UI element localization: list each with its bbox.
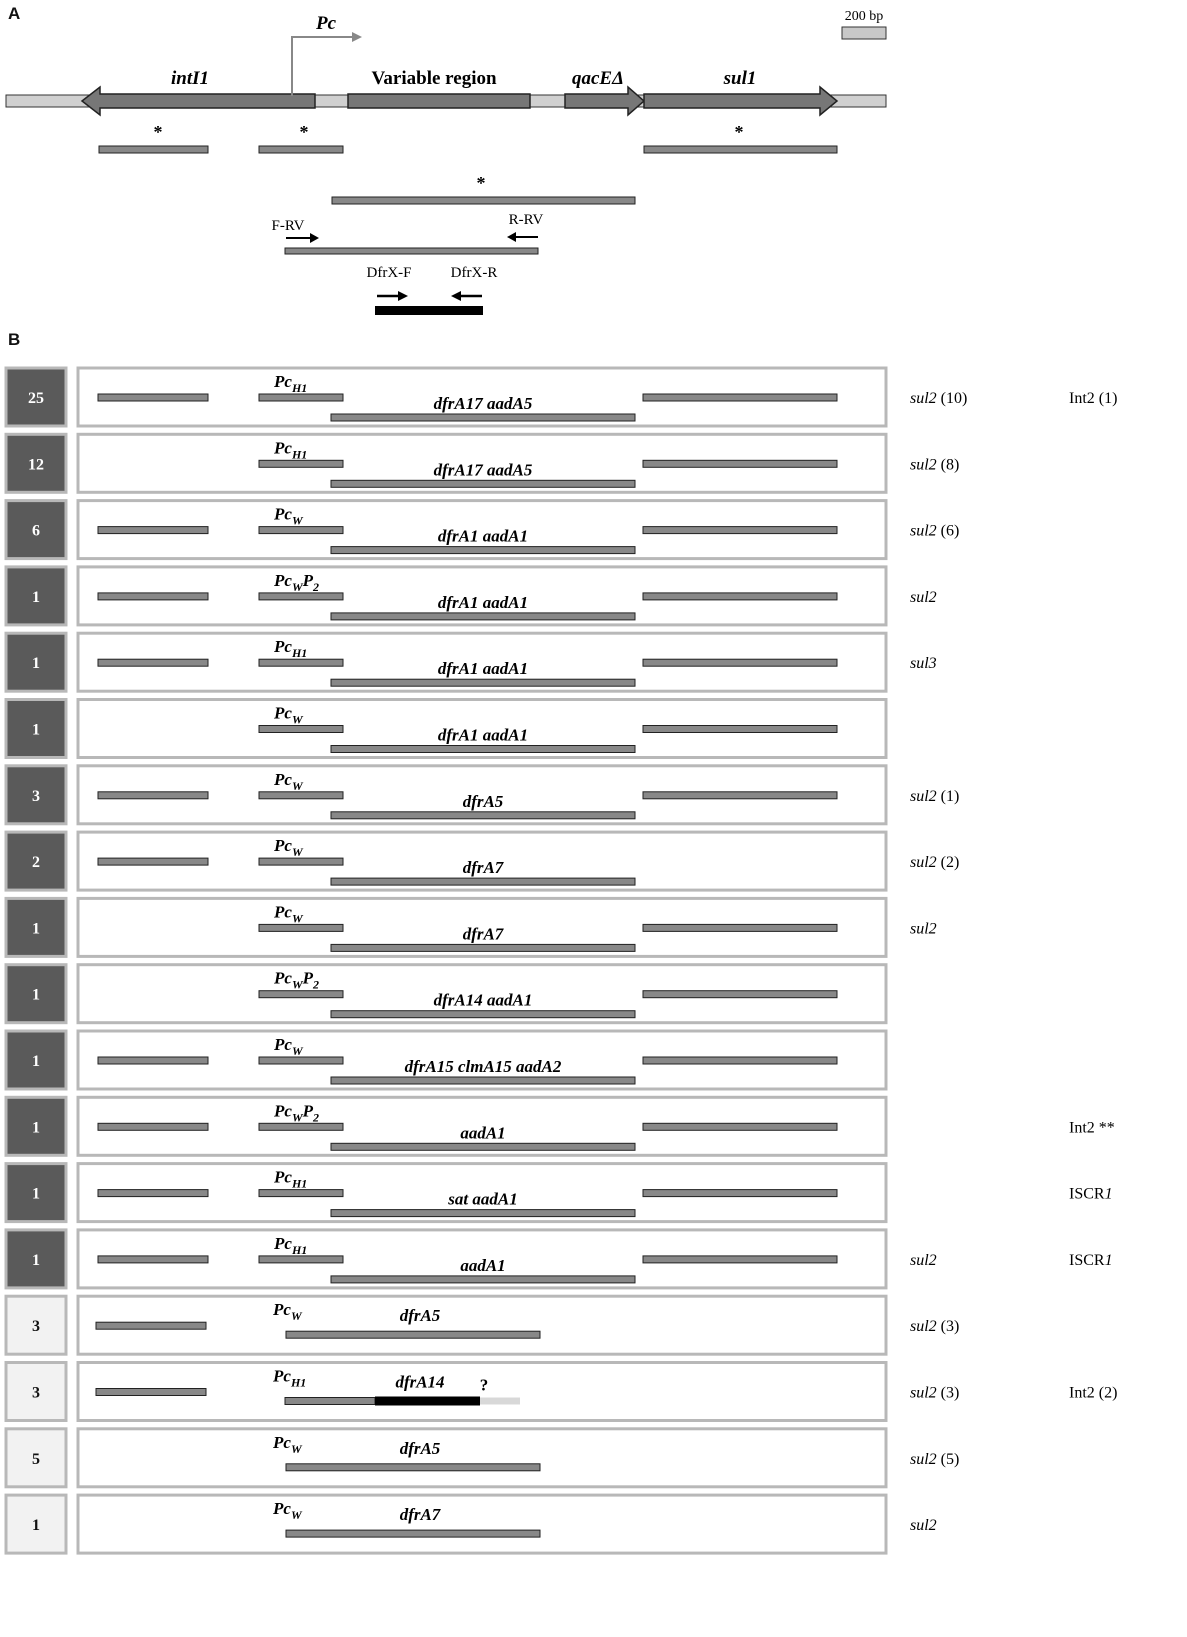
rv-amplicon [286, 1464, 540, 1471]
count-label: 1 [32, 1185, 40, 1203]
promoter-label: $Pc_W$ [274, 902, 303, 926]
variable-amplicon [331, 746, 635, 753]
cassette-label: dfrA1 aadA1 [437, 592, 529, 612]
cassette-label: dfrA1 aadA1 [437, 725, 529, 745]
count-label: 1 [32, 588, 40, 606]
cassette-label: dfrA5 [399, 1306, 441, 1326]
sul-label: sul2 (3) [910, 1318, 960, 1336]
intI1-amplicon [98, 394, 208, 401]
promoter-label: $Pc_{H1}$ [274, 1167, 308, 1191]
promoter-label: $Pc_WP_2$ [274, 570, 319, 594]
sul1-amplicon [643, 460, 837, 467]
variable-amplicon [331, 414, 635, 421]
cassette-label: dfrA1 aadA1 [437, 526, 529, 546]
sul1-amplicon [643, 1256, 837, 1263]
promoter-label: $Pc_W$ [273, 1499, 302, 1523]
dfrx-f-label: DfrX-F [366, 265, 412, 281]
asterisk-3: * [734, 122, 744, 142]
intI1-amplicon [96, 1389, 206, 1396]
panel-b-label: B [8, 330, 21, 349]
sul1-amplicon [643, 726, 837, 733]
variable-amplicon [331, 944, 635, 951]
pc-label: Pc [315, 13, 337, 34]
sul-label: sul2 (6) [910, 522, 960, 540]
sul-label: sul2 [910, 1251, 937, 1269]
count-label: 1 [32, 1517, 40, 1535]
extra-label: Int2 (1) [1069, 390, 1118, 407]
sul1-amplicon [643, 1123, 837, 1130]
promoter-label: $Pc_W$ [273, 1300, 302, 1324]
cassette-label: dfrA7 [399, 1505, 441, 1525]
pc-amplicon [259, 1057, 343, 1064]
variable-amplicon [331, 1210, 635, 1217]
sul1-amplicon [643, 527, 837, 534]
variable-amplicon [331, 1077, 635, 1084]
pc-amplicon [259, 394, 343, 401]
panel-a-label: A [8, 4, 21, 23]
pc-amplicon [259, 1123, 343, 1130]
promoter-label: $Pc_W$ [274, 836, 303, 860]
pc-amplicon [259, 460, 343, 467]
pc-amplicon [259, 991, 343, 998]
count-label: 1 [32, 1251, 40, 1269]
promoter-label: $Pc_{H1}$ [274, 1233, 308, 1257]
unknown-amplicon [480, 1398, 520, 1405]
asterisk-1: * [153, 122, 163, 142]
sul-label: sul2 (3) [910, 1384, 960, 1402]
sul1-label: sul1 [723, 68, 757, 89]
promoter-label: $Pc_W$ [274, 703, 303, 727]
sul-label: sul2 (8) [910, 456, 960, 474]
extra-label: ISCR1 [1069, 1251, 1113, 1269]
unknown-label: ? [479, 1375, 489, 1395]
variable-amplicon [331, 1011, 635, 1018]
cassette-label: dfrA14 aadA1 [433, 990, 533, 1010]
sul1-amplicon [643, 593, 837, 600]
extra-label: Int2 (2) [1069, 1384, 1118, 1402]
sul1-amplicon [643, 1057, 837, 1064]
cassette-label: dfrA17 aadA5 [433, 460, 533, 480]
intI1-amplicon [98, 659, 208, 666]
dfrx-amplicon [375, 1397, 480, 1406]
count-label: 1 [32, 721, 40, 739]
promoter-label: $Pc_{H1}$ [274, 372, 308, 395]
variable-amplicon [331, 679, 635, 686]
rv-amplicon [286, 1331, 540, 1338]
sul1-amplicon [643, 924, 837, 931]
promoter-label: $Pc_WP_2$ [274, 1101, 319, 1125]
rv-amplicon [285, 1398, 375, 1405]
sul-label: sul2 (2) [910, 854, 960, 872]
cassette-label: dfrA14 [395, 1372, 445, 1392]
sul-label: sul2 (10) [910, 390, 968, 407]
promoter-label: $Pc_W$ [274, 1035, 303, 1058]
integron-box [78, 1429, 886, 1487]
dfrx-r-label: DfrX-R [450, 265, 498, 281]
intI1-amplicon [98, 792, 208, 799]
sul1-amplicon [643, 792, 837, 799]
f-rv-label: F-RV [271, 218, 305, 234]
count-label: 3 [32, 1318, 40, 1336]
variable-amplicon [331, 878, 635, 885]
sul1-amplicon [643, 991, 837, 998]
qacE-label: qacEΔ [571, 68, 625, 89]
pc-amplicon [259, 527, 343, 534]
extra-label: ISCR1 [1069, 1185, 1113, 1203]
promoter-label: $Pc_{H1}$ [274, 637, 308, 661]
cassette-label: dfrA15 clmA15 aadA2 [404, 1057, 562, 1076]
count-label: 2 [32, 854, 40, 872]
cassette-label: dfrA5 [462, 791, 504, 811]
cassette-label: aadA1 [460, 1255, 506, 1275]
promoter-label: $Pc_WP_2$ [274, 968, 319, 992]
pc-amplicon [259, 593, 343, 600]
pc-amplicon [259, 726, 343, 733]
variable-amplicon [331, 480, 635, 487]
count-label: 3 [32, 787, 40, 805]
sul-label: sul2 [910, 1517, 937, 1535]
cassette-label: dfrA1 aadA1 [437, 659, 529, 679]
intI1-amplicon [98, 1256, 208, 1263]
intI1-amplicon [98, 1123, 208, 1130]
pc-amplicon [259, 1190, 343, 1197]
pc-amplicon [259, 659, 343, 666]
count-label: 1 [32, 1119, 40, 1137]
intI1-amplicon [98, 1190, 208, 1197]
variable-amplicon [331, 1143, 635, 1150]
count-label: 1 [32, 1053, 40, 1070]
intI1-amplicon [98, 593, 208, 600]
sul-label: sul2 [910, 920, 937, 938]
asterisk-2: * [299, 122, 309, 142]
intI1-amplicon [98, 858, 208, 865]
promoter-label: $Pc_W$ [274, 769, 303, 793]
count-label: 25 [28, 390, 44, 407]
promoter-label: $Pc_W$ [273, 1432, 302, 1456]
pc-amplicon [259, 924, 343, 931]
cassette-label: aadA1 [460, 1123, 506, 1143]
scale-label: 200 bp [844, 9, 884, 24]
extra-label: Int2 ** [1069, 1119, 1115, 1137]
cassette-label: dfrA17 aadA5 [433, 394, 533, 413]
intI1-amplicon [98, 527, 208, 534]
sul1-amplicon [643, 659, 837, 666]
count-label: 1 [32, 986, 40, 1004]
r-rv-label: R-RV [508, 212, 544, 228]
asterisk-4: * [476, 173, 486, 193]
promoter-label: $Pc_{H1}$ [274, 438, 308, 462]
cassette-label: dfrA7 [462, 858, 504, 878]
cassette-label: dfrA5 [399, 1438, 441, 1458]
variable-region-label: Variable region [371, 68, 497, 89]
sul-label: sul2 (5) [910, 1450, 960, 1468]
count-label: 6 [32, 522, 40, 540]
sul-label: sul3 [910, 655, 937, 673]
variable-amplicon [331, 1276, 635, 1283]
count-label: 1 [32, 920, 40, 938]
promoter-label: $Pc_{H1}$ [273, 1366, 307, 1390]
sul1-amplicon [643, 394, 837, 401]
sul-label: sul2 (1) [910, 787, 960, 805]
pc-amplicon [259, 1256, 343, 1263]
integron-box [78, 1495, 886, 1553]
cassette-label: sat aadA1 [448, 1189, 518, 1209]
pc-amplicon [259, 858, 343, 865]
count-label: 12 [28, 456, 44, 474]
intI1-label: intI1 [170, 68, 210, 89]
count-label: 3 [32, 1384, 40, 1402]
count-label: 5 [32, 1450, 40, 1468]
variable-amplicon [331, 613, 635, 620]
pc-amplicon [259, 792, 343, 799]
intI1-amplicon [98, 1057, 208, 1064]
promoter-label: $Pc_W$ [274, 504, 303, 528]
sul1-amplicon [643, 1190, 837, 1197]
cassette-label: dfrA7 [462, 924, 504, 944]
variable-amplicon [331, 812, 635, 819]
count-label: 1 [32, 655, 40, 673]
sul-label: sul2 [910, 588, 937, 606]
intI1-amplicon [96, 1322, 206, 1329]
rv-amplicon [286, 1530, 540, 1537]
variable-amplicon [331, 547, 635, 554]
